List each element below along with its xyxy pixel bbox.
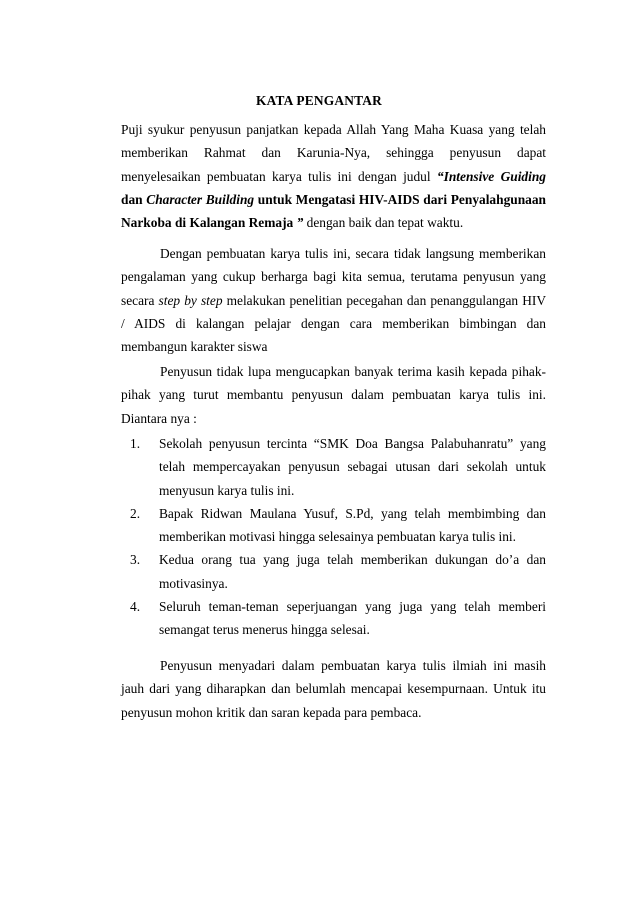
thanks-list [121, 432, 546, 642]
list-number: 4. [130, 599, 141, 615]
list-item [121, 595, 546, 642]
list-item [121, 432, 546, 502]
list-text: Kedua orang tua yang juga telah memberikan dukungan do’a dan motivasinya. [159, 552, 546, 591]
list-text: Bapak Ridwan Maulana Yusuf, S.Pd, yang telah membimbing dan memberikan motivasi hingga selesainya pembuatan karya tulis ini. [159, 505, 546, 545]
list-number: 1. [130, 436, 141, 451]
paragraph-thanks: Penyusun tidak lupa mengucapkan banyak terima kasih kepada pihak-pihak yang turut membantu penyusun dalam pembuatan karya tulis ini. Diantara nya : [121, 364, 546, 426]
list-item [121, 502, 546, 549]
paragraph-second [121, 242, 546, 358]
title-quote-close: ” [296, 215, 304, 231]
title-quote-dan: dan [121, 191, 147, 207]
list-number: 3. [130, 552, 141, 568]
paragraph-opening [121, 118, 546, 234]
second-text-b: melakukan penelitian pecegahan dan penanggulangan HIV / AIDS di kalangan pelajar dengan cara memberikan bimbingan dan membangun karakter siswa [121, 292, 546, 355]
opening-text: Puji syukur penyusun panjatkan kepada Allah Yang Maha Kuasa yang telah memberikan Rahmat dan Karunia-Nya, sehingga penyusun dapat menyelesaikan pembuatan karya tulis ini dengan judul [121, 122, 546, 184]
list-text: Seluruh teman-teman seperjuangan yang juga yang telah memberi semangat terus menerus hingga selesai. [159, 599, 546, 638]
list-item [121, 548, 546, 595]
list-number: 2. [130, 505, 141, 521]
page-title: KATA PENGANTAR [256, 93, 382, 108]
opening-tail: dengan baik dan tepat waktu. [303, 215, 464, 231]
second-text-a: Dengan pembuatan karya tulis ini, secara tidak langsung memberikan pengalaman yang cukup berharga bagi kita semua, terutama penyusun yang secara [121, 246, 546, 308]
paragraph-closing: Penyusun menyadari dalam pembuatan karya tulis ilmiah ini masih jauh dari yang diharapkan dan belumlah mencapai kesempurnaan. Untuk itu penyusun mohon kritik dan saran kepada para pembaca. [121, 658, 546, 720]
list-text: Sekolah penyusun tercinta “SMK Doa Bangsa Palabuhanratu” yang telah mempercayakan penyusun sebagai utusan dari sekolah untuk menyusun karya tulis ini. [159, 436, 546, 498]
title-quote-part1: “Intensive Guiding [436, 168, 546, 184]
title-quote-part2: Character Building [146, 191, 255, 207]
title-quote-part3: untuk Mengatasi HIV-AIDS dari Penyalahgunaan Narkoba di Kalangan Remaja [121, 191, 547, 231]
second-text-italic: step by step [158, 292, 223, 308]
